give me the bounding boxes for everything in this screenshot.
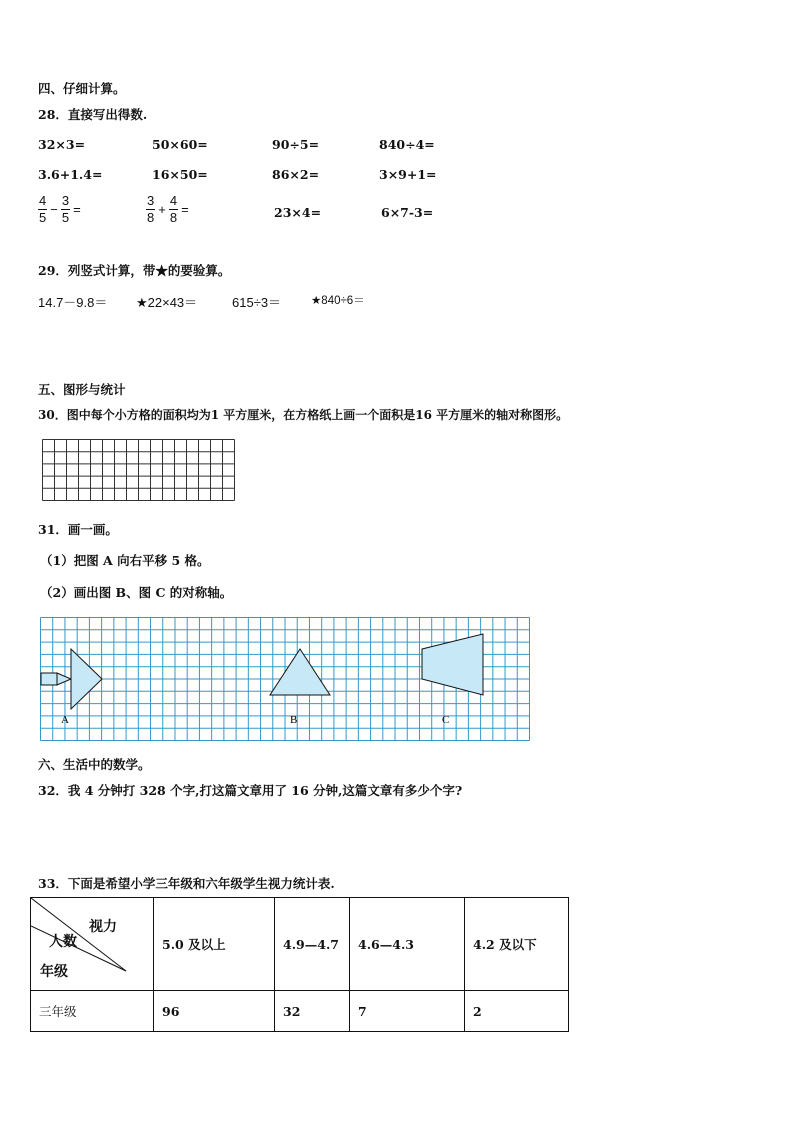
column-header: 5.0 及以上 (154, 898, 275, 991)
diagonal-header-cell (31, 898, 154, 991)
shape-b-triangle (270, 649, 330, 695)
shape-a-arrow (71, 649, 102, 709)
equals: = (73, 202, 81, 217)
q30-square-grid[interactable] (42, 439, 236, 502)
column-header: 4.9—4.7 (275, 898, 350, 991)
denominator: 8 (169, 210, 178, 225)
q28-item: 23×4= (274, 205, 322, 220)
equals: = (181, 202, 189, 217)
q28-item: 50×60= (152, 137, 208, 152)
shape-a-arrow-inner (57, 673, 71, 685)
q28-item: 16×50= (152, 167, 208, 182)
column-header: 4.6—4.3 (350, 898, 465, 991)
vision-statistics-table (30, 897, 569, 1032)
q31-title: 31．画一画。 (38, 522, 118, 537)
numerator: 3 (147, 193, 155, 208)
q29-item: 14.7－9.8＝ (38, 295, 108, 310)
label-b: B (290, 714, 298, 726)
q29-item: ★840÷6＝ (311, 295, 365, 307)
q29-item: 615÷3＝ (232, 295, 282, 310)
q33-title: 33．下面是希望小学三年级和六年级学生视力统计表. (38, 876, 335, 891)
q29-item: ★22×43＝ (136, 295, 198, 310)
q28-item: 32×3= (38, 137, 86, 152)
section4-heading: 四、仔细计算。 (38, 81, 126, 96)
numerator: 4 (169, 193, 178, 208)
numerator: 3 (61, 193, 70, 208)
q28-fraction-expression (38, 193, 84, 226)
q28-item: 86×2= (272, 167, 320, 182)
q31-blue-grid[interactable] (40, 617, 532, 743)
section5-heading: 五、图形与统计 (38, 382, 126, 397)
row-grade: 三年级 (31, 991, 154, 1032)
q28-title: 28．直接写出得数. (38, 107, 148, 122)
shape-c-trapezoid (422, 634, 483, 695)
header-people: 人数 (49, 934, 77, 950)
operator: − (50, 202, 58, 217)
section6-heading: 六、生活中的数学。 (38, 757, 151, 772)
shape-a-rect (41, 673, 57, 685)
denominator: 8 (147, 210, 155, 225)
denominator: 5 (61, 210, 70, 225)
q28-fraction-expression (146, 193, 192, 226)
q28-item: 90÷5= (272, 137, 320, 152)
label-a: A (61, 714, 69, 726)
q28-item: 6×7-3= (381, 205, 434, 220)
q31-sub2: （2）画出图 B、图 C 的对称轴。 (40, 585, 233, 600)
header-grade: 年级 (40, 964, 68, 980)
q28-item: 840÷4= (379, 137, 435, 152)
q28-item: 3×9+1= (379, 167, 437, 182)
q29-title: 29．列竖式计算，带★的要验算。 (38, 263, 231, 278)
label-c: C (442, 714, 450, 726)
table-cell: 7 (350, 991, 465, 1032)
shape-a (41, 649, 102, 709)
table-cell: 32 (275, 991, 350, 1032)
operator: + (158, 202, 166, 217)
q30-title: 30．图中每个小方格的面积均为1 平方厘米，在方格纸上画一个面积是16 平方厘米的轴对称图形。 (38, 408, 569, 422)
header-vision: 视力 (89, 919, 117, 935)
denominator: 5 (39, 210, 47, 225)
q28-item: 3.6+1.4= (38, 167, 103, 182)
table-cell: 2 (465, 991, 569, 1032)
q32-title: 32．我 4 分钟打 328 个字,打这篇文章用了 16 分钟,这篇文章有多少个字? (38, 783, 463, 798)
column-header: 4.2 及以下 (465, 898, 569, 991)
table-row (31, 991, 569, 1032)
q31-sub1: （1）把图 A 向右平移 5 格。 (40, 553, 210, 568)
table-cell: 96 (154, 991, 275, 1032)
numerator: 4 (39, 193, 47, 208)
